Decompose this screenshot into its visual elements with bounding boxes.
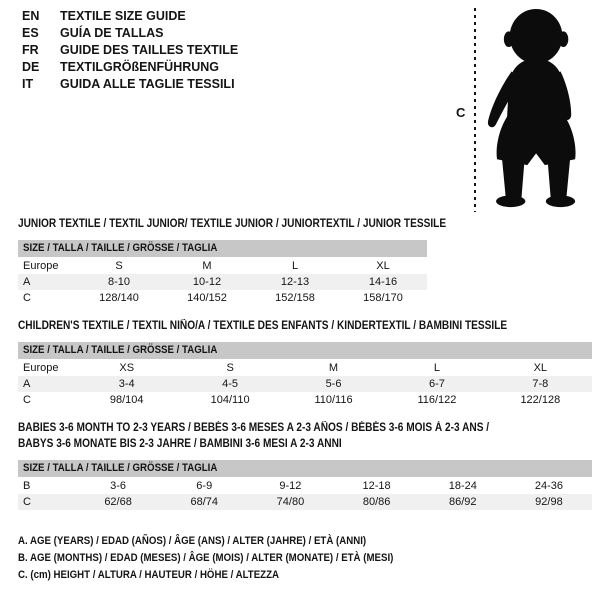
height-dotted-line bbox=[474, 8, 476, 212]
row-label: C bbox=[23, 292, 31, 304]
table-cell: 5-6 bbox=[325, 378, 342, 390]
table-cell: 98/104 bbox=[109, 394, 144, 406]
table-cell: S bbox=[226, 362, 234, 374]
footnote-c bbox=[18, 567, 445, 584]
table-row bbox=[18, 290, 427, 306]
table-cell: 122/128 bbox=[520, 394, 561, 406]
table-cell: XL bbox=[376, 260, 390, 272]
table-cell: 152/158 bbox=[275, 292, 315, 304]
footnote-a bbox=[18, 533, 445, 550]
table-cell: 7-8 bbox=[532, 378, 549, 390]
table-row bbox=[18, 392, 592, 408]
size-header-bar bbox=[18, 460, 592, 477]
table-title bbox=[18, 420, 592, 452]
row-label: Europe bbox=[23, 260, 59, 272]
table-title-text: CHILDREN'S TEXTILE / TEXTIL NIÑO/A / TEXTILE DES ENFANTS / KINDERTEXTIL / BAMBINI TESSILE bbox=[18, 320, 508, 332]
table-cell: M bbox=[202, 260, 212, 272]
table-title-text: BABIES 3-6 MONTH TO 2-3 YEARS / BEBÉS 3-6 MESES A 2-3 AÑOS / BÉBÉS 3-6 MOIS À 2-3 ANS / bbox=[18, 422, 490, 434]
table-title bbox=[18, 216, 447, 232]
table-row bbox=[18, 360, 592, 376]
table-title-text: BABYS 3-6 MONATE BIS 2-3 JAHRE / BAMBINI 3-6 MESI A 2-3 ANNI bbox=[18, 438, 342, 450]
table-row bbox=[18, 478, 592, 494]
table-row bbox=[18, 274, 427, 290]
table-cell: 3-6 bbox=[110, 480, 127, 492]
table-cell: 74/80 bbox=[276, 496, 305, 508]
footnotes bbox=[18, 533, 445, 584]
row-label: A bbox=[23, 378, 31, 390]
size-header-bar bbox=[18, 342, 592, 359]
table-cell: 12-18 bbox=[362, 480, 391, 492]
table-title-line bbox=[18, 318, 592, 334]
table-cell: 92/98 bbox=[535, 496, 563, 508]
footnote-c-text: C. (cm) HEIGHT / ALTURA / HAUTEUR / HÖHE / ALTEZZA bbox=[18, 569, 280, 581]
table-cell: XS bbox=[119, 362, 135, 374]
table-cell: 9-12 bbox=[279, 480, 302, 492]
table-cell: 80/86 bbox=[362, 496, 391, 508]
language-code: FR bbox=[22, 43, 39, 57]
row-label: B bbox=[23, 480, 31, 492]
footnote-a-text: A. AGE (YEARS) / EDAD (AÑOS) / ÂGE (ANS) / ALTER (JAHRE) / ETÀ (ANNI) bbox=[18, 535, 367, 547]
language-code: EN bbox=[22, 9, 40, 23]
row-label: C bbox=[23, 496, 31, 508]
table-cell: 4-5 bbox=[222, 378, 239, 390]
table-cell: 3-4 bbox=[118, 378, 135, 390]
size-header-text: SIZE / TALLA / TAILLE / GRÖSSE / TAGLIA bbox=[23, 242, 218, 254]
table-title-text: JUNIOR TEXTILE / TEXTIL JUNIOR/ TEXTILE JUNIOR / JUNIORTEXTIL / JUNIOR TESSILE bbox=[18, 218, 447, 230]
table-cell: 14-16 bbox=[368, 276, 398, 288]
table-cell: 18-24 bbox=[448, 480, 477, 492]
baby-silhouette-icon bbox=[480, 7, 598, 212]
size-table bbox=[18, 216, 447, 306]
row-label: C bbox=[23, 394, 31, 406]
footnote-b-text: B. AGE (MONTHS) / EDAD (MESES) / ÂGE (MOIS) / ALTER (MONATE) / ETÀ (MESI) bbox=[18, 552, 394, 564]
table-cell: 10-12 bbox=[192, 276, 222, 288]
size-header-bar bbox=[18, 240, 427, 257]
size-header-text: SIZE / TALLA / TAILLE / GRÖSSE / TAGLIA bbox=[23, 344, 218, 356]
table-title-line bbox=[18, 420, 592, 436]
table-cell: XL bbox=[533, 362, 548, 374]
size-table bbox=[18, 420, 592, 510]
size-header-text: SIZE / TALLA / TAILLE / GRÖSSE / TAGLIA bbox=[23, 462, 218, 474]
table-row bbox=[18, 258, 427, 274]
table-cell: 12-13 bbox=[280, 276, 310, 288]
footnote-b bbox=[18, 550, 445, 567]
size-table bbox=[18, 318, 592, 408]
language-row bbox=[22, 59, 238, 76]
language-row bbox=[22, 76, 238, 93]
table-cell: 62/68 bbox=[104, 496, 132, 508]
height-c-label: C bbox=[456, 105, 466, 120]
table-cell: 116/122 bbox=[417, 394, 457, 406]
table-cell: M bbox=[328, 362, 339, 374]
language-code: ES bbox=[22, 26, 39, 40]
language-title: GUIDA ALLE TAGLIE TESSILI bbox=[60, 77, 235, 91]
table-cell: S bbox=[115, 260, 123, 272]
language-title: GUÍA DE TALLAS bbox=[60, 26, 164, 40]
table-cell: 24-36 bbox=[534, 480, 564, 492]
language-title: TEXTILGRÖßENFÜHRUNG bbox=[60, 60, 220, 74]
table-cell: 8-10 bbox=[107, 276, 131, 288]
table-title-line bbox=[18, 436, 592, 452]
table-cell: 104/110 bbox=[210, 394, 250, 406]
table-row bbox=[18, 376, 592, 392]
table-cell: 6-9 bbox=[196, 480, 213, 492]
language-row bbox=[22, 8, 238, 25]
language-row bbox=[22, 42, 238, 59]
table-cell: 68/74 bbox=[190, 496, 219, 508]
table-cell: L bbox=[291, 260, 299, 272]
language-row bbox=[22, 25, 238, 42]
table-title-line bbox=[18, 216, 447, 232]
table-cell: 6-7 bbox=[428, 378, 445, 390]
table-title bbox=[18, 318, 592, 334]
table-cell: 158/170 bbox=[363, 292, 403, 304]
language-code: IT bbox=[22, 77, 34, 91]
language-code: DE bbox=[22, 60, 40, 74]
language-list bbox=[22, 8, 238, 93]
table-cell: 140/152 bbox=[187, 292, 227, 304]
table-cell: 128/140 bbox=[99, 292, 139, 304]
language-title: TEXTILE SIZE GUIDE bbox=[60, 9, 186, 23]
row-label: Europe bbox=[23, 362, 59, 374]
table-row bbox=[18, 494, 592, 510]
row-label: A bbox=[23, 276, 31, 288]
table-cell: L bbox=[433, 362, 440, 374]
language-title: GUIDE DES TAILLES TEXTILE bbox=[60, 43, 239, 57]
table-cell: 86/92 bbox=[449, 496, 477, 508]
table-cell: 110/116 bbox=[314, 394, 353, 406]
height-figure bbox=[452, 5, 600, 217]
